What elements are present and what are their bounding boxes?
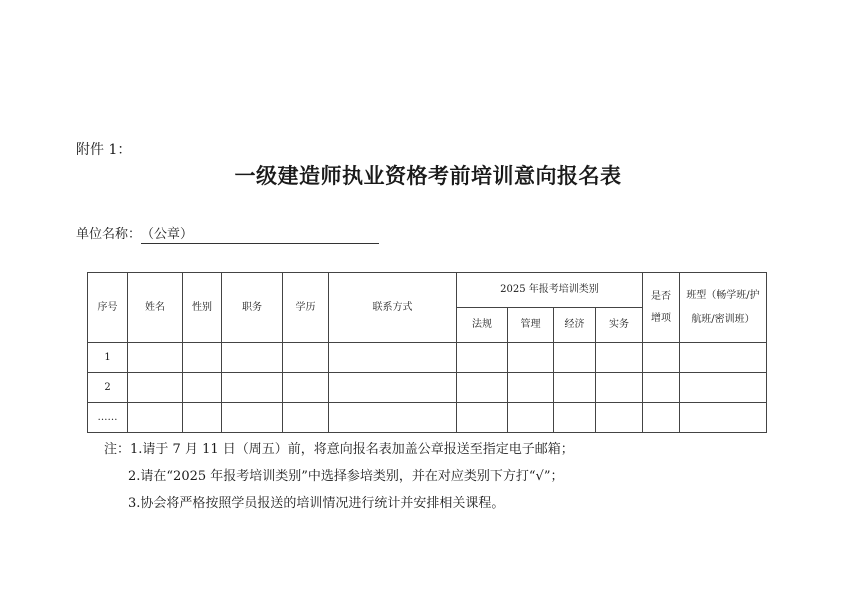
header-category-group: 2025 年报考培训类别 (457, 273, 643, 308)
cell-cat-econ[interactable] (554, 403, 596, 433)
header-class-type: 班型（畅学班/护航班/密训班） (680, 273, 767, 343)
header-cat-law: 法规 (457, 308, 508, 343)
note-1: 注：1.请于 7 月 11 日（周五）前，将意向报名表加盖公章报送至指定电子邮箱； (104, 442, 574, 457)
registration-table (87, 272, 767, 433)
header-name: 姓名 (128, 273, 183, 343)
cell-add-item[interactable] (643, 373, 680, 403)
cell-contact[interactable] (329, 373, 457, 403)
cell-education[interactable] (283, 373, 329, 403)
header-education: 学历 (283, 273, 329, 343)
cell-cat-practice[interactable] (596, 343, 643, 373)
cell-position[interactable] (222, 343, 283, 373)
cell-name[interactable] (128, 373, 183, 403)
unit-name-label: 单位名称： (76, 227, 142, 242)
cell-class-type[interactable] (680, 403, 767, 433)
notes-block (104, 441, 574, 522)
cell-class-type[interactable] (680, 343, 767, 373)
cell-add-item[interactable] (643, 403, 680, 433)
cell-cat-mgmt[interactable] (508, 373, 554, 403)
cell-position[interactable] (222, 373, 283, 403)
cell-gender[interactable] (183, 373, 222, 403)
form-title: 一级建造师执业资格考前培训意向报名表 (234, 163, 622, 188)
cell-name[interactable] (128, 343, 183, 373)
cell-contact[interactable] (329, 403, 457, 433)
row-seq: …… (88, 403, 128, 433)
cell-cat-law[interactable] (457, 373, 508, 403)
cell-cat-mgmt[interactable] (508, 403, 554, 433)
cell-cat-econ[interactable] (554, 343, 596, 373)
row-seq: 2 (88, 373, 128, 403)
header-cat-practice: 实务 (596, 308, 643, 343)
header-position: 职务 (222, 273, 283, 343)
cell-gender[interactable] (183, 403, 222, 433)
header-seq: 序号 (88, 273, 128, 343)
cell-cat-practice[interactable] (596, 373, 643, 403)
table-row (88, 373, 767, 403)
cell-gender[interactable] (183, 343, 222, 373)
cell-cat-law[interactable] (457, 403, 508, 433)
note-3: 3.协会将严格按照学员报送的培训情况进行统计并安排相关课程。 (128, 496, 505, 511)
note-2: 2.请在“2025 年报考培训类别”中选择参培类别，并在对应类别下方打“√”； (128, 469, 564, 484)
header-cat-mgmt: 管理 (508, 308, 554, 343)
unit-name-line (76, 223, 379, 244)
header-add-item: 是否增项 (643, 273, 680, 343)
cell-add-item[interactable] (643, 343, 680, 373)
cell-cat-econ[interactable] (554, 373, 596, 403)
row-seq: 1 (88, 343, 128, 373)
cell-education[interactable] (283, 403, 329, 433)
header-gender: 性别 (183, 273, 222, 343)
cell-name[interactable] (128, 403, 183, 433)
cell-education[interactable] (283, 343, 329, 373)
cell-position[interactable] (222, 403, 283, 433)
table-row (88, 403, 767, 433)
attachment-label: 附件 1： (76, 142, 132, 158)
cell-cat-practice[interactable] (596, 403, 643, 433)
header-contact: 联系方式 (329, 273, 457, 343)
header-cat-econ: 经济 (554, 308, 596, 343)
cell-cat-mgmt[interactable] (508, 343, 554, 373)
cell-class-type[interactable] (680, 373, 767, 403)
unit-name-field[interactable]: （公章） (141, 227, 379, 244)
cell-cat-law[interactable] (457, 343, 508, 373)
cell-contact[interactable] (329, 343, 457, 373)
table-row (88, 343, 767, 373)
